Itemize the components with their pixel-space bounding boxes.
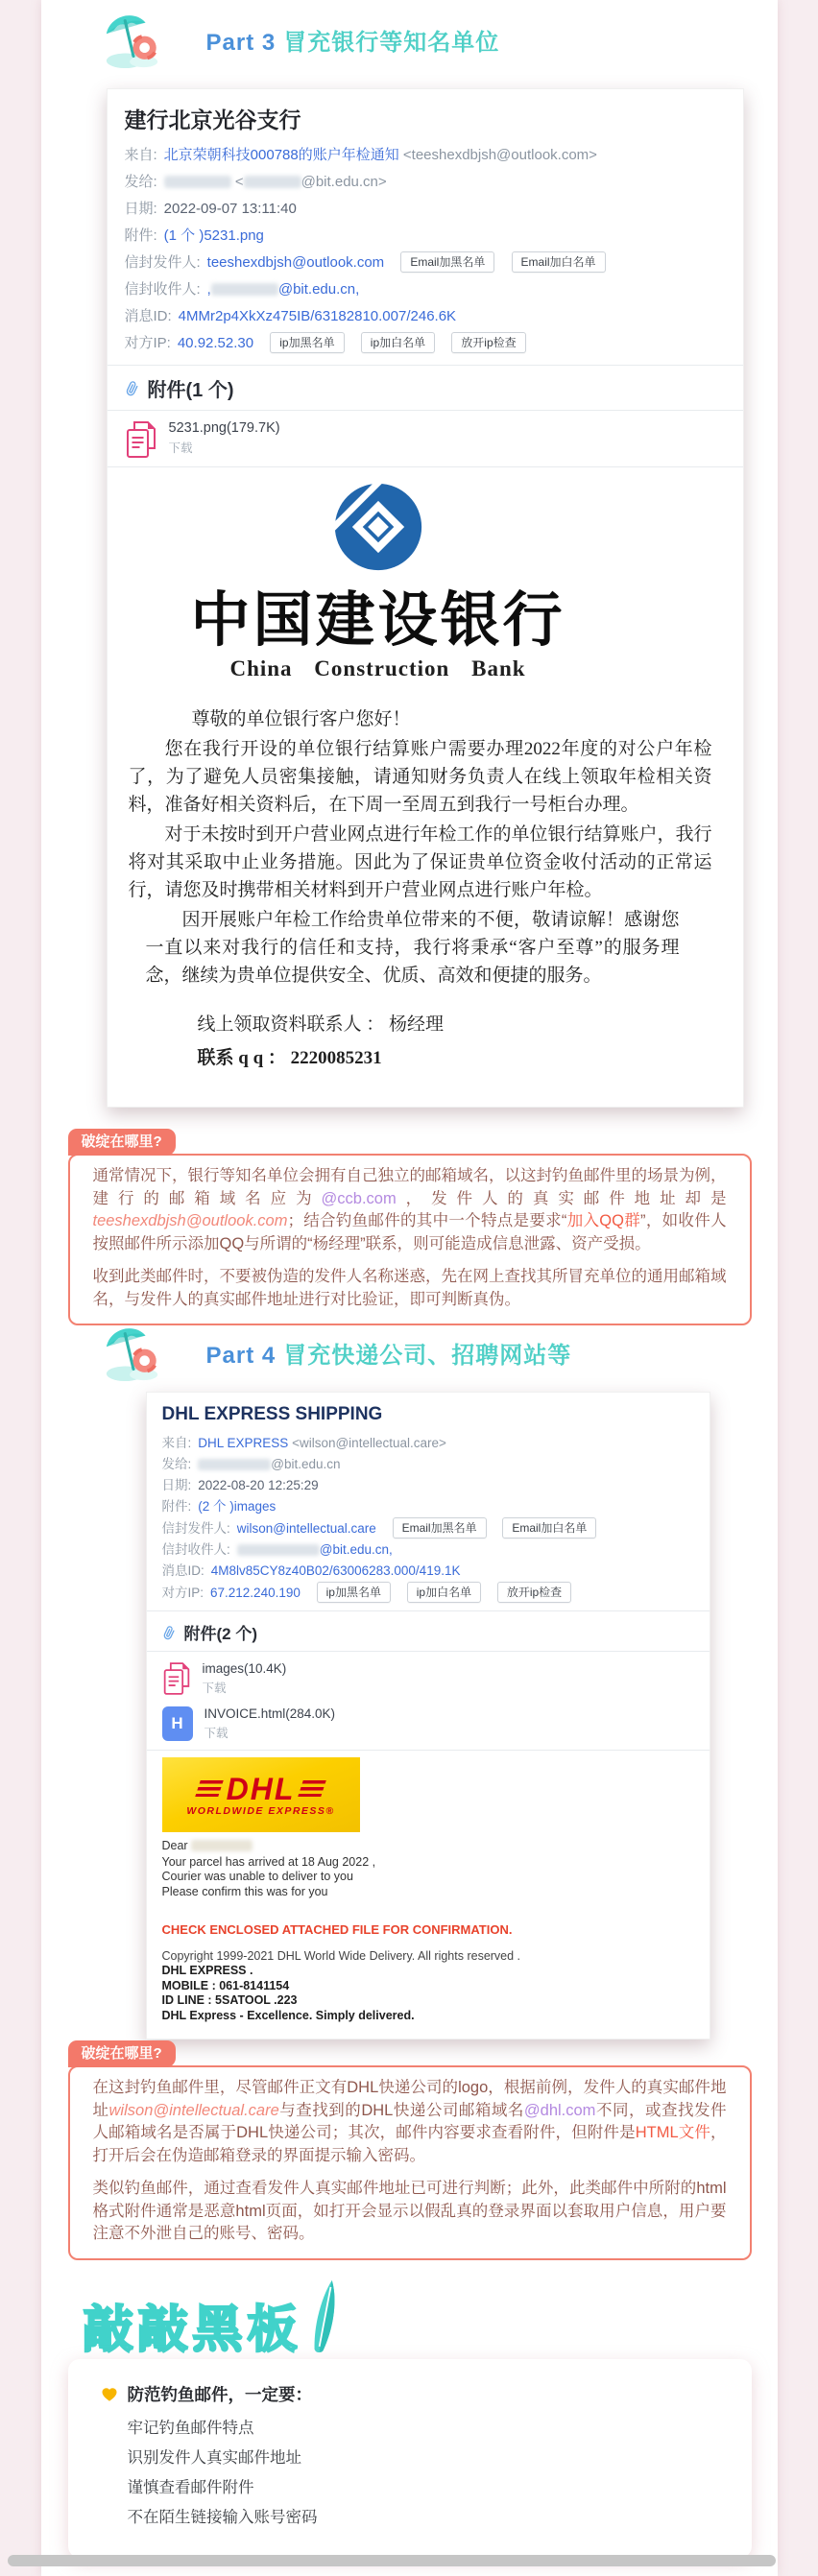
from-label: 来自: <box>124 147 157 163</box>
flaw-analysis-box-1 <box>68 1133 752 1325</box>
horizontal-scrollbar[interactable] <box>8 2555 776 2566</box>
meta-row-attachments <box>125 223 726 250</box>
part3-label: 冒充银行等知名单位 <box>283 29 500 56</box>
meta-row-date <box>162 1475 694 1496</box>
blackboard-section <box>84 2277 343 2359</box>
attachment-item <box>162 1661 694 1697</box>
meta-row-date <box>125 196 726 223</box>
date-value: 2022-08-20 12:25:29 <box>198 1478 319 1492</box>
from-address: <teeshexdbjsh@outlook.com> <box>402 147 597 163</box>
flaw-paragraph: 类似钓鱼邮件，通过查看发件人真实邮件地址已可进行判断；此外，此类邮件中所附的html格式附件通常是恶意html页面，如打开会显示以假乱真的登录界面以套取用户信息，用户要注意不外泄自己的账号、密码。 <box>92 2180 727 2242</box>
attachment-filename: INVOICE.html(284.0K) <box>204 1706 336 1721</box>
letter-contact-qq: 联系 q q ： 2220085231 <box>197 1048 382 1068</box>
message-id-label: 消息ID: <box>124 308 172 324</box>
document-icon <box>125 420 157 459</box>
attachments-summary: (2 个 )images <box>198 1499 277 1514</box>
envelope-to-domain: @bit.edu.cn, <box>277 281 360 298</box>
flaw-tab: 破绽在哪里? <box>68 2040 176 2067</box>
letter-greeting: 尊敬的单位银行客户您好！ <box>191 709 411 729</box>
flaw-paragraph: 在这封钓鱼邮件里，尽管邮件正文有DHL快递公司的logo，根据前例，发件人的真实邮件地址wilson@intellectual.care与查找到的DHL快递公司邮箱域名@dhl.com不同，或查找发件人邮箱域名是否属于DHL快递公司；其次，邮件内容要求查看附件，但附件是HTML文件，打开后会在伪造邮箱登录的界面提示输入密码。 <box>92 2079 727 2164</box>
dhl-stripes-left <box>195 1780 224 1797</box>
flaw-analysis-box-2 <box>68 2045 752 2260</box>
attachment-section-header <box>162 1620 694 1644</box>
download-link[interactable]: 下载 <box>204 1727 229 1740</box>
message-id-value: 4M8lv85CY8z40B02/63006283.000/419.1K <box>210 1563 461 1578</box>
footer-line: MOBILE : 061-8141154 <box>161 1978 290 1992</box>
peer-ip-label: 对方IP: <box>161 1586 204 1600</box>
blackboard-title: 敲敲黑板 <box>83 2302 302 2358</box>
from-name: DHL EXPRESS <box>198 1436 289 1450</box>
to-domain: @bit.edu.cn <box>271 1457 341 1471</box>
email-meta <box>162 1433 694 1604</box>
ip-whitelist-button[interactable]: ip加白名单 <box>407 1582 481 1603</box>
attachment-filename: images(10.4K) <box>202 1661 287 1676</box>
date-label: 日期: <box>161 1478 192 1492</box>
masked-recipient-name <box>164 176 231 188</box>
divider <box>108 410 743 411</box>
attachments-label: 附件: <box>161 1499 192 1514</box>
masked-recipient-address <box>244 176 301 188</box>
attachment-item <box>125 420 726 459</box>
letter-paragraph: 对于未按时到开户营业网点进行年检工作的单位银行结算账户，我行将对其采取中止业务措施。因此为了保证贵单位资金收付活动的正常运行，请您及时携带相关材料到开户营业网点进行账户年检。 <box>128 824 712 900</box>
body-line: Courier was unable to deliver to you <box>161 1870 353 1883</box>
angle-bracket: < <box>234 174 244 190</box>
to-domain: @bit.edu.cn> <box>301 174 387 190</box>
meta-row-envelope-from <box>125 250 726 276</box>
envelope-to-domain: @bit.edu.cn, <box>319 1542 393 1557</box>
email-whitelist-button[interactable]: Email加白名单 <box>512 251 606 273</box>
tips-box <box>68 2359 752 2558</box>
tips-heading-row <box>101 2382 719 2406</box>
envelope-from-value: teeshexdbjsh@outlook.com <box>206 254 385 271</box>
envelope-from-label: 信封发件人: <box>124 254 201 271</box>
ip-release-check-button[interactable]: 放开ip检查 <box>451 332 525 353</box>
email-screenshot-bank <box>107 88 744 1108</box>
date-label: 日期: <box>124 201 157 217</box>
meta-row-message-id <box>162 1561 694 1582</box>
date-value: 2022-09-07 13:11:40 <box>163 201 297 217</box>
footer-line: DHL EXPRESS . <box>161 1964 253 1977</box>
letter-paragraph: 您在我行开设的单位银行结算账户需要办理2022年度的对公户年检了，为了避免人员密集接触，请通知财务负责人在线上领取年检相关资料，准备好相关资料后，在下周一至周五到我行一号柜台办理。 <box>128 739 712 815</box>
meta-row-peer-ip <box>162 1582 694 1604</box>
body-line: Please confirm this was for you <box>161 1884 328 1898</box>
meta-row-to <box>162 1454 694 1475</box>
envelope-to-label: 信封收件人: <box>161 1542 230 1557</box>
dhl-stripes-right <box>299 1780 327 1797</box>
part3-title <box>206 23 500 57</box>
ip-blacklist-button[interactable]: ip加黑名单 <box>317 1582 391 1603</box>
document-icon <box>162 1661 191 1696</box>
download-link[interactable]: 下载 <box>168 441 193 455</box>
meta-row-message-id <box>125 303 726 330</box>
beach-umbrella-icon <box>103 1323 162 1382</box>
envelope-to-label: 信封收件人: <box>124 281 201 298</box>
salutation: Dear <box>161 1839 188 1852</box>
footer-line: ID LINE : 5SATOOL .223 <box>161 1993 298 2007</box>
envelope-to-prefix: , <box>206 281 211 298</box>
masked-recipient-address <box>198 1459 271 1470</box>
letter-contact-person: 线上领取资料联系人 ： 杨经理 <box>197 1014 445 1035</box>
from-label: 来自: <box>161 1436 192 1450</box>
ip-release-check-button[interactable]: 放开ip检查 <box>497 1582 571 1603</box>
ccb-logo-block <box>129 481 628 682</box>
ip-blacklist-button[interactable]: ip加黑名单 <box>270 332 344 353</box>
salutation-line <box>162 1839 694 1854</box>
html-file-icon: H <box>162 1706 193 1741</box>
paperclip-icon <box>122 377 142 399</box>
part3-header <box>103 10 500 69</box>
download-link[interactable]: 下载 <box>202 1682 227 1695</box>
email-whitelist-button[interactable]: Email加白名单 <box>502 1517 596 1538</box>
tip-item: 识别发件人真实邮件地址 <box>127 2449 301 2467</box>
body-line: Your parcel has arrived at 18 Aug 2022 , <box>161 1854 376 1869</box>
attachment-count: 附件(2 个) <box>183 1625 257 1643</box>
flaw-paragraph: 收到此类邮件时，不要被伪造的发件人名称迷惑，先在网上查找其所冒充单位的通用邮箱域名，与发件人的真实邮件地址进行对比验证，即可判断真伪。 <box>92 1268 727 1308</box>
part4-prefix: Part 4 <box>205 1342 277 1369</box>
email-blacklist-button[interactable]: Email加黑名单 <box>400 251 494 273</box>
heart-icon <box>101 2386 118 2403</box>
tip-item: 谨慎查看邮件附件 <box>127 2479 254 2496</box>
envelope-from-value: wilson@intellectual.care <box>236 1521 376 1536</box>
from-address: <wilson@intellectual.care> <box>292 1436 446 1450</box>
divider <box>147 1750 710 1751</box>
divider <box>147 1610 710 1611</box>
tip-item: 牢记钓鱼邮件特点 <box>127 2420 254 2437</box>
to-label: 发给: <box>161 1457 192 1471</box>
divider <box>147 1651 710 1652</box>
divider <box>108 365 743 366</box>
part4-header <box>103 1323 572 1382</box>
meta-row-from <box>162 1433 694 1454</box>
footer-line: Copyright 1999-2021 DHL World Wide Delivery. All rights reserved . <box>161 1948 521 1963</box>
peer-ip-value: 40.92.52.30 <box>177 335 254 351</box>
surfboard-icon <box>301 2275 349 2360</box>
meta-row-attachments <box>162 1496 694 1517</box>
flaw-tab: 破绽在哪里? <box>68 1129 176 1156</box>
attachment-section-header <box>125 374 726 402</box>
ccb-logo <box>332 481 424 573</box>
beach-umbrella-icon <box>103 10 162 69</box>
envelope-from-label: 信封发件人: <box>161 1521 230 1536</box>
tips-heading: 防范钓鱼邮件，一定要： <box>127 2385 312 2404</box>
email-meta <box>125 142 726 357</box>
attachment-count: 附件(1 个) <box>147 380 234 401</box>
article-card <box>41 0 778 2576</box>
ccb-name-chinese: 中国建设银行 <box>190 587 565 654</box>
attachments-summary: (1 个 )5231.png <box>163 227 264 244</box>
flaw-paragraph: 通常情况下，银行等知名单位会拥有自己独立的邮箱域名，以这封钓鱼邮件里的场景为例，建行的邮箱域名应为@ccb.com，发件人的真实邮件地址却是teeshexdbjsh@outlook.com；结合钓鱼邮件的其中一个特点是要求“加入QQ群”，如收件人按照邮件所示添加QQ与所谓的“杨经理”联系，则可能造成信息泄露、资产受损。 <box>92 1167 727 1252</box>
attachments-label: 附件: <box>124 227 157 244</box>
message-id-label: 消息ID: <box>161 1563 204 1578</box>
attachment-filename: 5231.png(179.7K) <box>168 420 280 436</box>
dhl-logo <box>162 1757 360 1832</box>
meta-row-envelope-to <box>162 1539 694 1561</box>
part4-label: 冒充快递公司、招聘网站等 <box>283 1342 572 1369</box>
ccb-name-english: China Construction Bank <box>229 656 526 680</box>
to-label: 发给: <box>124 174 157 190</box>
letter-paragraph: 因开展账户年检工作给贵单位带来的不便，敬请谅解！感谢您一直以来对我行的信任和支持，我行将秉承“客户至尊”的服务理念，继续为贵单位提供安全、优质、高效和便捷的服务。 <box>145 910 680 986</box>
message-id-value: 4MMr2p4XkXz475IB/63182810.007/246.6K <box>178 308 457 324</box>
tip-item: 不在陌生链接输入账号密码 <box>127 2509 318 2526</box>
dhl-message-body <box>162 1839 694 2023</box>
masked-envelope-recipient <box>211 283 278 296</box>
phishing-letter-body <box>125 481 726 1072</box>
part3-prefix: Part 3 <box>205 29 277 56</box>
from-name: 北京荣朝科技000788的账户年检通知 <box>163 147 399 163</box>
dhl-wordmark: DHL <box>226 1771 296 1806</box>
meta-row-from <box>125 142 726 169</box>
part4-title <box>206 1336 572 1370</box>
email-subject: DHL EXPRESS SHIPPING <box>161 1404 383 1424</box>
check-attachment-warning: CHECK ENCLOSED ATTACHED FILE FOR CONFIRMATION. <box>161 1922 513 1937</box>
meta-row-envelope-from <box>162 1517 694 1539</box>
meta-row-envelope-to <box>125 276 726 303</box>
email-subject: 建行北京光谷支行 <box>124 107 301 132</box>
peer-ip-label: 对方IP: <box>124 335 171 351</box>
meta-row-to <box>125 169 726 196</box>
email-screenshot-dhl <box>146 1392 710 2039</box>
tips-list <box>128 2414 719 2533</box>
masked-name <box>191 1840 253 1851</box>
paperclip-icon <box>159 1622 178 1643</box>
attachment-item <box>162 1706 694 1742</box>
dhl-tagline: WORLDWIDE EXPRESS® <box>186 1804 335 1817</box>
ip-whitelist-button[interactable]: ip加白名单 <box>361 332 435 353</box>
meta-row-peer-ip <box>125 330 726 357</box>
footer-line: DHL Express - Excellence. Simply delivered. <box>161 2008 415 2022</box>
divider <box>108 466 743 467</box>
masked-envelope-recipient <box>237 1544 320 1556</box>
email-blacklist-button[interactable]: Email加黑名单 <box>393 1517 487 1538</box>
peer-ip-value: 67.212.240.190 <box>210 1586 301 1600</box>
